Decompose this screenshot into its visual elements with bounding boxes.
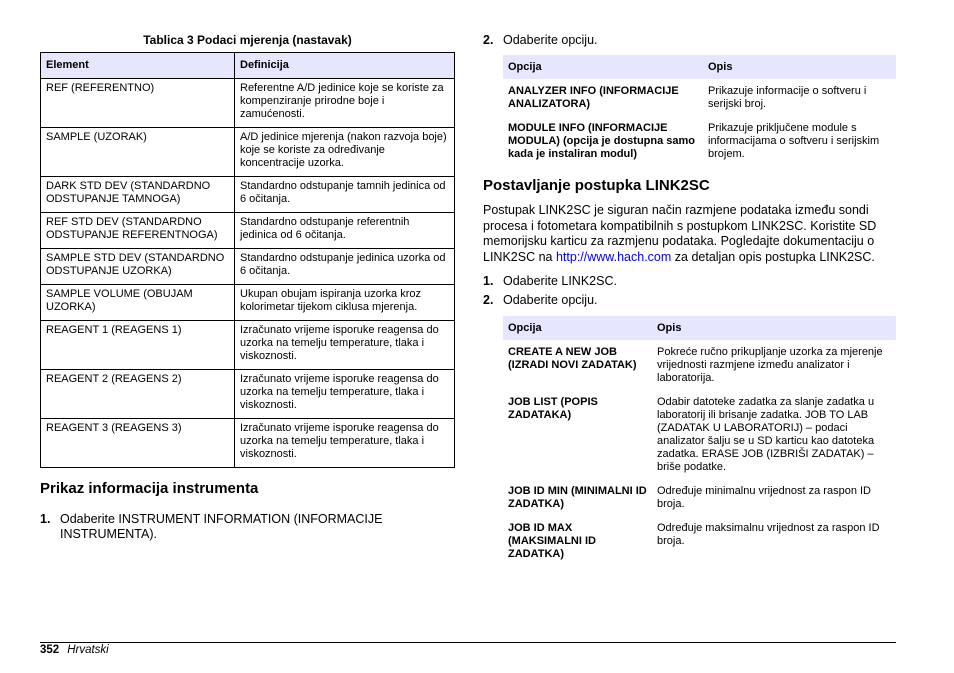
step-text: Odaberite opciju.	[503, 293, 598, 307]
step-number: 1.	[40, 512, 51, 526]
step-number: 1.	[483, 274, 494, 288]
definition-cell: Ukupan obujam ispiranja uzorka kroz kolorimetar tijekom ciklusa mjerenja.	[235, 285, 455, 321]
table-row	[503, 340, 896, 390]
description-cell: Određuje minimalnu vrijednost za raspon ID broja.	[657, 485, 871, 510]
table-row	[41, 213, 455, 249]
table-row	[41, 370, 455, 419]
option-cell: CREATE A NEW JOB (IZRADI NOVI ZADATAK)	[508, 346, 637, 371]
description-cell: Prikazuje priključene module s informacijama o softveru i serijskim brojem.	[708, 122, 880, 160]
table-row	[503, 479, 896, 516]
step-number: 2.	[483, 33, 494, 47]
step-number: 2.	[483, 293, 494, 307]
description-cell: Odabir datoteke zadatka za slanje zadatka u laboratorij ili brisanje zadatka. JOB TO LAB (ZADATAK U LABORATORIJ) – podaci analizator šalju se u SD karticu kao datoteka zadatka. ERASE JOB (IZBRIŠI ZADATAK) – briše podatke.	[657, 396, 875, 473]
link2sc-description	[483, 203, 898, 265]
description-cell: Određuje maksimalnu vrijednost za raspon ID broja.	[657, 522, 880, 547]
instrument-options-table	[503, 55, 896, 166]
option-cell: JOB ID MAX (MAKSIMALNI ID ZADATKA)	[508, 522, 596, 560]
definition-cell: Referentne A/D jedinice koje se koriste za kompenziranje prirodne boje i zamućenosti.	[235, 79, 455, 128]
step-text: Odaberite INSTRUMENT INFORMATION (INFORMACIJE INSTRUMENTA).	[60, 512, 383, 541]
measurement-data-table	[40, 52, 455, 468]
element-cell: REAGENT 1 (REAGENS 1)	[41, 321, 235, 370]
link2sc-options-table	[503, 316, 896, 566]
description-cell: Pokreće ručno prikupljanje uzorka za mjerenje vrijednosti razmjene između analizator i laboratorija.	[657, 346, 883, 384]
table-row	[41, 177, 455, 213]
column-header-description: Opis	[652, 316, 896, 340]
option-cell: MODULE INFO (INFORMACIJE MODULA) (opcija je dostupna samo kada je instaliran modul)	[508, 122, 696, 160]
footer-language: Hrvatski	[67, 644, 109, 656]
element-cell: DARK STD DEV (STANDARDNO ODSTUPANJE TAMNOGA)	[41, 177, 235, 213]
definition-cell: Izračunato vrijeme isporuke reagensa do uzorka na temelju temperature, tlaka i viskoznosti.	[235, 419, 455, 468]
table-row	[503, 390, 896, 479]
definition-cell: Standardno odstupanje referentnih jedinica od 6 očitanja.	[235, 213, 455, 249]
paragraph-text-end: za detaljan opis postupka LINK2SC.	[671, 249, 875, 264]
column-header-description: Opis	[703, 55, 896, 79]
paragraph-text: Postupak LINK2SC je siguran način razmjene podataka između sondi procesa i fotometara kompatibilnih s postupkom LINK2SC. Koristite SD memorijsku karticu za razmjenu podataka. Pogledajte dokumentaciju o LINK2SC na	[483, 203, 877, 264]
table-row	[41, 321, 455, 370]
element-cell: REF STD DEV (STANDARDNO ODSTUPANJE REFERENTNOGA)	[41, 213, 235, 249]
footer-divider	[40, 642, 896, 643]
column-header-option: Opcija	[503, 55, 703, 79]
table-header-row	[503, 316, 896, 340]
definition-cell: A/D jedinice mjerenja (nakon razvoja boje) koje se koriste za određivanje koncentracije uzorka.	[235, 128, 455, 177]
definition-cell: Standardno odstupanje tamnih jedinica od 6 očitanja.	[235, 177, 455, 213]
page-number: 352	[40, 644, 60, 656]
table-row	[41, 128, 455, 177]
column-header-element: Element	[41, 53, 235, 79]
step-text: Odaberite opciju.	[503, 33, 598, 47]
definition-cell: Izračunato vrijeme isporuke reagensa do uzorka na temelju temperature, tlaka i viskoznosti.	[235, 321, 455, 370]
option-cell: ANALYZER INFO (INFORMACIJE ANALIZATORA)	[508, 85, 679, 110]
column-header-definition: Definicija	[235, 53, 455, 79]
table-row	[41, 419, 455, 468]
definition-cell: Izračunato vrijeme isporuke reagensa do uzorka na temelju temperature, tlaka i viskoznosti.	[235, 370, 455, 419]
table-row	[41, 249, 455, 285]
element-cell: REF (REFERENTNO)	[41, 79, 235, 128]
table-row	[41, 285, 455, 321]
element-cell: REAGENT 3 (REAGENS 3)	[41, 419, 235, 468]
element-cell: REAGENT 2 (REAGENS 2)	[41, 370, 235, 419]
definition-cell: Standardno odstupanje jedinica uzorka od 6 očitanja.	[235, 249, 455, 285]
section-heading-link2sc: Postavljanje postupka LINK2SC	[483, 177, 710, 194]
page-footer	[40, 644, 109, 656]
table-caption: Tablica 3 Podaci mjerenja (nastavak)	[143, 33, 352, 47]
hach-link[interactable]: http://www.hach.com	[555, 249, 672, 264]
table-row	[503, 516, 896, 566]
option-cell: JOB ID MIN (MINIMALNI ID ZADATKA)	[508, 485, 647, 510]
element-cell: SAMPLE STD DEV (STANDARDNO ODSTUPANJE UZORKA)	[41, 249, 235, 285]
element-cell: SAMPLE VOLUME (OBUJAM UZORKA)	[41, 285, 235, 321]
description-cell: Prikazuje informacije o softveru i serijski broj.	[708, 85, 867, 110]
column-header-option: Opcija	[503, 316, 652, 340]
table-header-row	[503, 55, 896, 79]
section-heading-instrument-info: Prikaz informacija instrumenta	[40, 480, 259, 497]
element-cell: SAMPLE (UZORAK)	[41, 128, 235, 177]
table-row	[503, 116, 896, 166]
option-cell: JOB LIST (POPIS ZADATAKA)	[508, 396, 598, 421]
table-row	[41, 79, 455, 128]
step-text: Odaberite LINK2SC.	[503, 274, 617, 288]
table-row	[503, 79, 896, 116]
table-header-row	[41, 53, 455, 79]
